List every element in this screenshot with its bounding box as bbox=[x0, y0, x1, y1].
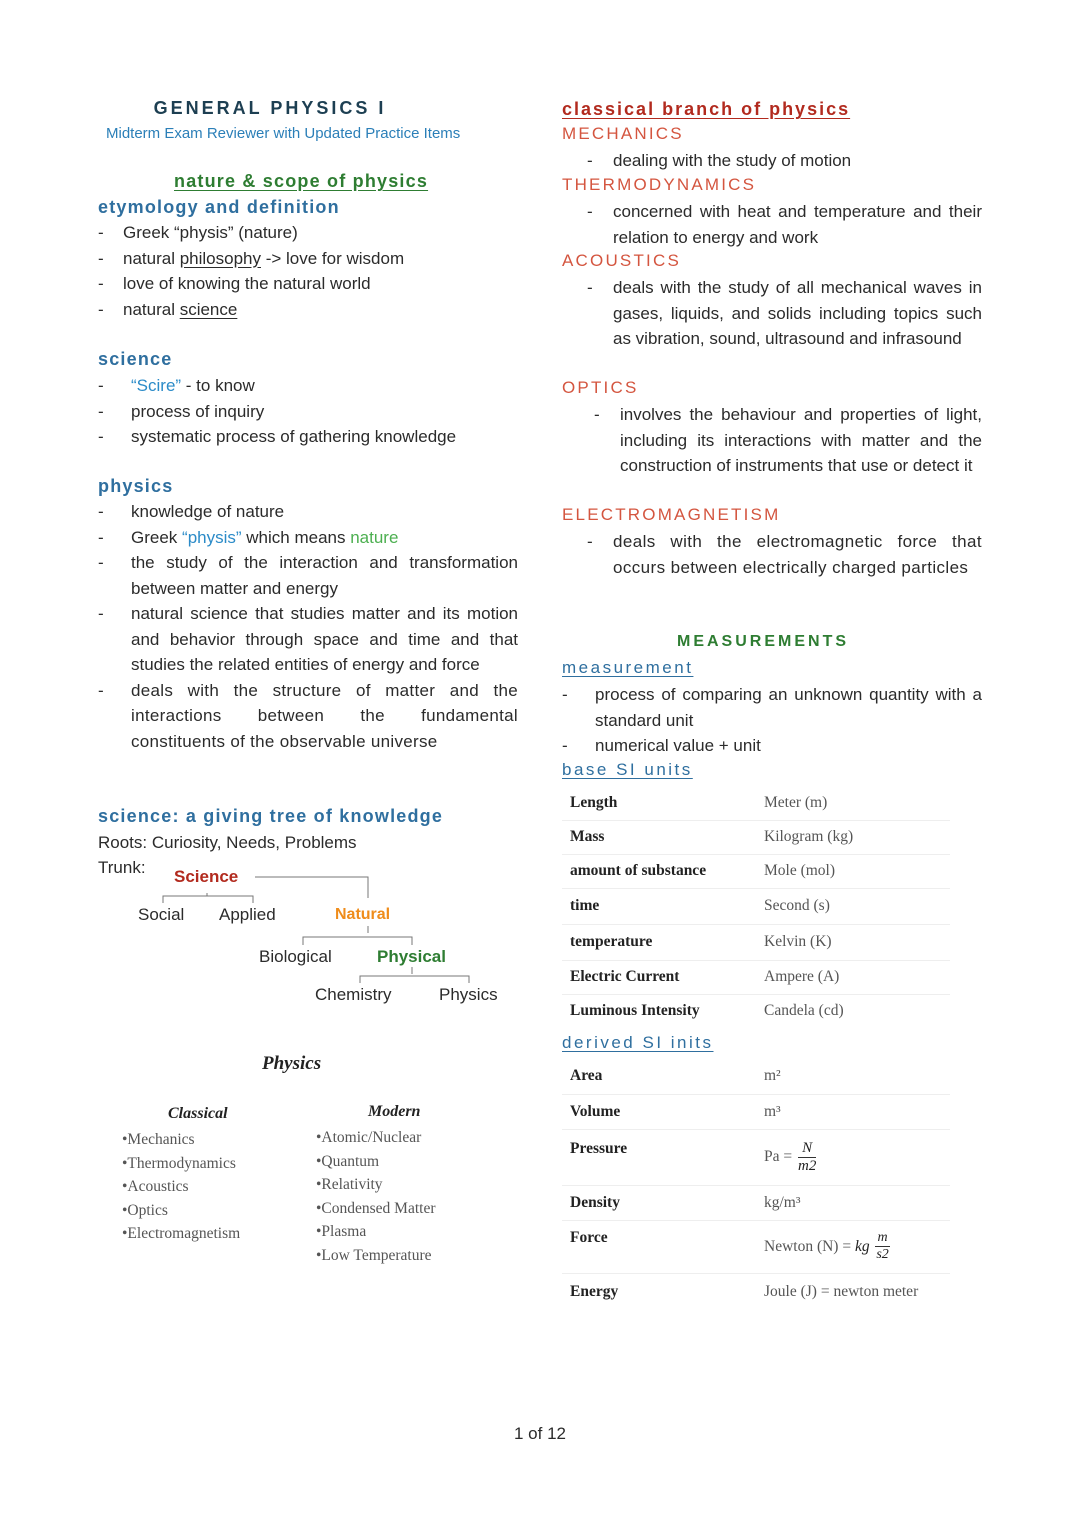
measurement-heading: measurement bbox=[562, 658, 694, 677]
list-item: - deals with the structure of matter and the interactions between the fundamental constituents of the observable universe bbox=[98, 678, 518, 755]
list-item: - process of comparing an unknown quantity with a standard unit bbox=[562, 682, 982, 733]
list-item: - the study of the interaction and transformation between matter and energy bbox=[98, 550, 518, 601]
table-row: Pressure Pa = $\frac{N}{m2}$ bbox=[562, 1129, 950, 1185]
list-item: - involves the behaviour and properties of light, including its interactions with matter and the construction of instruments that use or detect it bbox=[594, 402, 982, 479]
table-row: Density kg/m³ bbox=[562, 1185, 950, 1220]
list-item: - knowledge of nature bbox=[98, 499, 518, 525]
base-si-table bbox=[562, 786, 950, 1028]
list-item: •Quantum bbox=[316, 1152, 380, 1170]
table-row: Area m² bbox=[562, 1058, 950, 1094]
list-item: - concerned with heat and temperature and their relation to energy and work bbox=[587, 199, 982, 250]
tree-social: Social bbox=[138, 905, 185, 924]
classical-list bbox=[122, 1128, 240, 1246]
page-title: GENERAL PHYSICS I bbox=[153, 98, 387, 118]
branch-electromagnetism: ELECTROMAGNETISM bbox=[562, 505, 781, 524]
table-row: time Second (s) bbox=[562, 888, 950, 924]
list-item: - natural science bbox=[98, 297, 518, 323]
table-row: Luminous Intensity Candela (cd) bbox=[570, 1002, 844, 1020]
science-link: science bbox=[179, 299, 238, 319]
physics-branches-title: Physics bbox=[262, 1053, 322, 1074]
etymology-heading: etymology and definition bbox=[98, 197, 340, 217]
table-row: Length Meter (m) bbox=[562, 786, 950, 820]
classical-title: Classical bbox=[168, 1105, 228, 1122]
branch-optics: OPTICS bbox=[562, 378, 639, 397]
list-item: •Acoustics bbox=[122, 1178, 189, 1195]
list-item: •Optics bbox=[122, 1201, 168, 1219]
derived-si-heading: derived SI inits bbox=[562, 1033, 714, 1052]
table-row: temperature Kelvin (K) bbox=[562, 924, 950, 960]
branch-mechanics: MECHANICS bbox=[562, 124, 684, 143]
measurement-list bbox=[562, 682, 982, 759]
classical-branch-heading: classical branch of physics bbox=[562, 99, 851, 119]
tree-chemistry: Chemistry bbox=[315, 985, 392, 1004]
list-item: - systematic process of gathering knowledge bbox=[98, 424, 518, 450]
table-row: Volume m³ bbox=[562, 1094, 950, 1129]
branch-acoustics: ACOUSTICS bbox=[562, 251, 681, 270]
tree-applied: Applied bbox=[219, 905, 276, 924]
philosophy-link: philosophy bbox=[179, 248, 261, 268]
page-number: 1 of 12 bbox=[514, 1424, 566, 1443]
list-item: •Electromagnetism bbox=[122, 1225, 241, 1242]
branch-desc bbox=[587, 148, 982, 174]
derived-si-table bbox=[562, 1058, 950, 1311]
list-item: •Relativity bbox=[316, 1176, 383, 1193]
list-item: •Low Temperature bbox=[316, 1246, 432, 1264]
list-item: - Greek “physis” which means nature bbox=[98, 525, 518, 551]
table-row: Force Newton (N) = kg $\frac{m}{s2}$ bbox=[562, 1220, 950, 1273]
tree-physical: Physical bbox=[377, 947, 446, 966]
list-item: - numerical value + unit bbox=[562, 733, 982, 759]
list-item: - deals with the electromagnetic force that occurs between electrically charged particles bbox=[587, 529, 982, 580]
tree-roots: Roots: Curiosity, Needs, Problems bbox=[98, 833, 357, 852]
branch-desc bbox=[587, 275, 982, 352]
physics-heading: physics bbox=[98, 476, 174, 496]
list-item: - process of inquiry bbox=[98, 399, 518, 425]
list-item: - natural philosophy -> love for wisdom bbox=[98, 246, 518, 272]
tree-heading: science: a giving tree of knowledge bbox=[98, 806, 444, 826]
branch-desc bbox=[594, 402, 982, 479]
page-subtitle: Midterm Exam Reviewer with Updated Practice Items bbox=[106, 125, 461, 142]
branch-thermodynamics: THERMODYNAMICS bbox=[562, 175, 757, 194]
table-row: Electric Current Ampere (A) bbox=[562, 960, 950, 994]
branch-desc bbox=[587, 529, 982, 580]
modern-list bbox=[316, 1126, 436, 1267]
modern-title: Modern bbox=[368, 1103, 421, 1120]
tree-science: Science bbox=[174, 867, 239, 886]
measurements-title: MEASUREMENTS bbox=[677, 633, 850, 650]
nature-scope-heading: nature & scope of physics bbox=[174, 171, 429, 191]
table-row: Energy Joule (J) = newton meter bbox=[570, 1283, 919, 1301]
table-row: amount of substance Mole (mol) bbox=[562, 854, 950, 888]
list-item: •Atomic/Nuclear bbox=[316, 1129, 422, 1146]
branch-desc bbox=[587, 199, 982, 250]
list-item: - natural science that studies matter and its motion and behavior through space and time and that studies the related entities of energy and force bbox=[98, 601, 518, 678]
tree-biological: Biological bbox=[259, 947, 332, 966]
force-fraction: $\frac{m}{s2}$ bbox=[876, 1230, 889, 1262]
list-item: •Thermodynamics bbox=[122, 1154, 236, 1172]
tree-natural: Natural bbox=[335, 906, 391, 923]
tree-physics: Physics bbox=[439, 985, 498, 1004]
list-item: - Greek “physis” (nature) bbox=[98, 220, 518, 246]
table-row: Mass Kilogram (kg) bbox=[562, 820, 950, 854]
list-item: •Condensed Matter bbox=[316, 1199, 436, 1217]
tree-trunk: Trunk: bbox=[98, 858, 146, 877]
list-item: •Plasma bbox=[316, 1223, 367, 1240]
list-item: •Mechanics bbox=[122, 1131, 195, 1148]
list-item: - deals with the study of all mechanical waves in gases, liquids, and solids including topics such as vibration, sound, ultrasound and infrasound bbox=[587, 275, 982, 352]
list-item: - dealing with the study of motion bbox=[587, 148, 982, 174]
pressure-fraction: $\frac{N}{m2}$ bbox=[798, 1139, 817, 1174]
list-item: - love of knowing the natural world bbox=[98, 271, 518, 297]
science-heading: science bbox=[98, 349, 173, 369]
base-si-heading: base SI units bbox=[562, 760, 693, 779]
list-item: - “Scire” - to know bbox=[98, 373, 518, 399]
